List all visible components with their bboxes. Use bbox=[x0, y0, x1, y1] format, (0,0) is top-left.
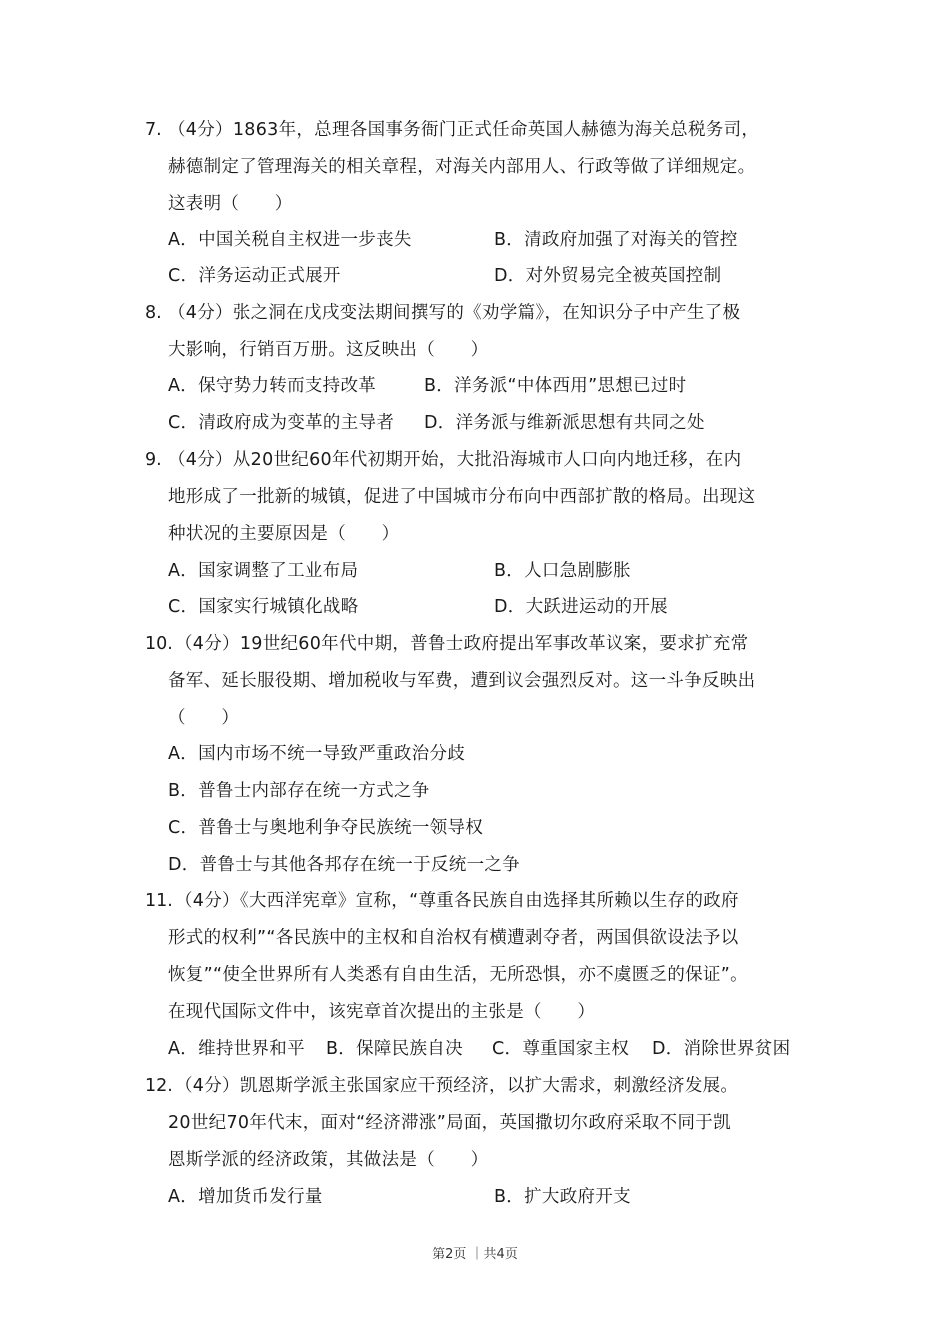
question-text-line: （ ） bbox=[168, 708, 240, 728]
question-text-line: （4分）19世纪60年代中期，普鲁士政府提出军事改革议案，要求扩充常 bbox=[175, 634, 749, 654]
option-d: D．普鲁士与其他各邦存在统一于反统一之争 bbox=[168, 855, 520, 875]
question-number: 7. bbox=[145, 120, 162, 140]
question-text-line: 备军、延长服役期、增加税收与军费，遭到议会强烈反对。这一斗争反映出 bbox=[168, 671, 756, 691]
question-text-line: （4分）张之洞在戊戌变法期间撰写的《劝学篇》，在知识分子中产生了极 bbox=[168, 303, 741, 323]
page-footer: 第2页 ｜共4页 bbox=[432, 1247, 518, 1262]
option-d: D．消除世界贫困 bbox=[652, 1039, 791, 1059]
option-a: A．国家调整了工业布局 bbox=[168, 561, 359, 581]
option-d: D．洋务派与维新派思想有共同之处 bbox=[424, 413, 705, 433]
option-b: B．清政府加强了对海关的管控 bbox=[494, 230, 738, 250]
option-b: B．人口急剧膨胀 bbox=[494, 561, 631, 581]
question-number: 9. bbox=[145, 450, 162, 470]
question-number: 8. bbox=[145, 303, 162, 323]
question-text-line: 大影响，行销百万册。这反映出（ ） bbox=[168, 340, 489, 360]
option-d: D．大跃进运动的开展 bbox=[494, 597, 668, 617]
option-a: A．增加货币发行量 bbox=[168, 1187, 323, 1207]
question-text-line: 恢复”“使全世界所有人类悉有自由生活，无所恐惧，亦不虞匮乏的保证”。 bbox=[168, 965, 748, 985]
option-b: B．洋务派“中体西用”思想已过时 bbox=[424, 376, 687, 396]
option-c: C．尊重国家主权 bbox=[492, 1039, 630, 1059]
question-text-line: 赫德制定了管理海关的相关章程，对海关内部用人、行政等做了详细规定。 bbox=[168, 157, 756, 177]
question-text-line: 种状况的主要原因是（ ） bbox=[168, 524, 400, 544]
question-text-line: 这表明（ ） bbox=[168, 194, 293, 214]
option-d: D．对外贸易完全被英国控制 bbox=[494, 266, 722, 286]
question-text-line: 在现代国际文件中，该宪章首次提出的主张是（ ） bbox=[168, 1002, 596, 1022]
option-a: A．中国关税自主权进一步丧失 bbox=[168, 230, 412, 250]
option-a: A．国内市场不统一导致严重政治分歧 bbox=[168, 744, 466, 764]
question-text-line: （4分）从20世纪60年代初期开始，大批沿海城市人口向内地迁移，在内 bbox=[168, 450, 742, 470]
option-c: C．普鲁士与奥地利争夺民族统一领导权 bbox=[168, 818, 484, 838]
option-a: A．维持世界和平 bbox=[168, 1039, 305, 1059]
option-c: C．清政府成为变革的主导者 bbox=[168, 413, 395, 433]
option-b: B．扩大政府开支 bbox=[494, 1187, 631, 1207]
question-text-line: （4分）凯恩斯学派主张国家应干预经济，以扩大需求，刺激经济发展。 bbox=[175, 1076, 739, 1096]
question-text-line: （4分）1863年，总理各国事务衙门正式任命英国人赫德为海关总税务司， bbox=[168, 120, 760, 140]
question-text-line: 地形成了一批新的城镇，促进了中国城市分布向中西部扩散的格局。出现这 bbox=[168, 487, 756, 507]
question-number: 11. bbox=[145, 891, 173, 911]
question-text-line: 恩斯学派的经济政策，其做法是（ ） bbox=[168, 1150, 489, 1170]
option-c: C．国家实行城镇化战略 bbox=[168, 597, 359, 617]
option-b: B．普鲁士内部存在统一方式之争 bbox=[168, 781, 430, 801]
option-a: A．保守势力转而支持改革 bbox=[168, 376, 377, 396]
question-text-line: 形式的权利”“各民族中的主权和自治权有横遭剥夺者，两国俱欲设法予以 bbox=[168, 928, 739, 948]
option-c: C．洋务运动正式展开 bbox=[168, 266, 341, 286]
question-number: 10. bbox=[145, 634, 173, 654]
question-text-line: （4分）《大西洋宪章》宣称，“尊重各民族自由选择其所赖以生存的政府 bbox=[175, 891, 739, 911]
question-text-line: 20世纪70年代末，面对“经济滞涨”局面，英国撒切尔政府采取不同于凯 bbox=[168, 1113, 731, 1133]
option-b: B．保障民族自决 bbox=[326, 1039, 463, 1059]
question-number: 12. bbox=[145, 1076, 173, 1096]
